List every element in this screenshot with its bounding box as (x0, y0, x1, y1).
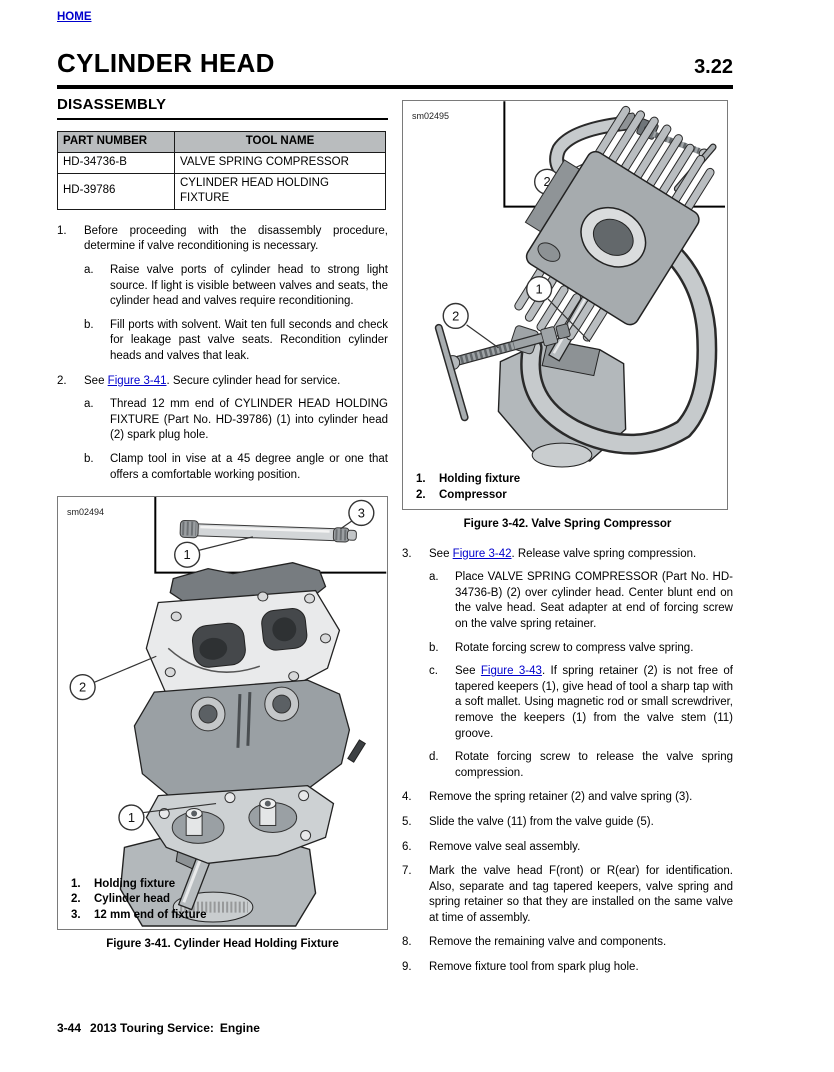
figure-3-41-link[interactable]: Figure 3-41 (107, 374, 167, 387)
figure-legend (416, 472, 520, 503)
step-text: Remove valve seal assembly. (429, 840, 581, 853)
svg-text:1: 1 (183, 547, 191, 563)
step-3c (429, 664, 733, 742)
svg-text:3: 3 (357, 505, 365, 521)
table-row (58, 152, 386, 173)
step-text: See Figure 3-42. Release valve spring compression. (429, 547, 697, 560)
section-heading: DISASSEMBLY (57, 97, 388, 120)
step-number: 9. (402, 961, 412, 974)
figure-3-42-box (402, 100, 728, 510)
step-6 (402, 840, 733, 856)
legend-item: 2. Compressor (416, 488, 507, 501)
content-columns (57, 97, 733, 976)
figure-3-42-link[interactable]: Figure 3-42 (452, 547, 512, 560)
svg-text:2: 2 (79, 679, 87, 695)
step-1b (84, 318, 388, 365)
footer-doc-title: 2013 Touring Service: (90, 1021, 214, 1035)
legend-item: 2. Cylinder head (71, 893, 171, 906)
step-text: Remove the remaining valve and components. (429, 936, 667, 949)
footer-page-label: 3-44 (57, 1021, 82, 1035)
svg-text:1: 1 (535, 281, 543, 297)
step-number: 7. (402, 865, 412, 878)
step-3d (429, 750, 733, 781)
figure-3-41-box (57, 496, 388, 930)
step-3b (429, 641, 733, 657)
substep-text: Fill ports with solvent. Wait ten full seconds and check for leakage past valve seats. Recondition cylinder heads and valves that leak. (110, 318, 388, 362)
step-number: 8. (402, 936, 412, 949)
step-text: Mark the valve head F(ront) or R(ear) for identification. Also, separate and tag tapered keepers, valve spring and spring retainer so that they are installed on the same valve at time of assembly. (429, 865, 733, 924)
col-header-part-number: PART NUMBER (58, 131, 175, 152)
valve-spring-compressor-illustration (403, 101, 725, 507)
step-number: 1. (57, 224, 67, 237)
substep-text: Clamp tool in vise at a 45 degree angle or one that offers a comfortable working position. (110, 452, 388, 481)
substep-letter: b. (429, 641, 439, 654)
substep-letter: a. (84, 398, 94, 411)
step-3a (429, 570, 733, 632)
step-1a (84, 263, 388, 310)
col-header-tool-name: TOOL NAME (175, 131, 386, 152)
substep-letter: b. (84, 452, 94, 465)
legend-item: 3. 12 mm end of fixture (71, 908, 207, 921)
page-header (57, 48, 733, 79)
substep-text: Rotate forcing screw to release the valve spring compression. (455, 751, 733, 779)
svg-text:1: 1 (127, 810, 136, 826)
substep-letter: b. (84, 318, 94, 331)
left-column (57, 97, 388, 976)
svg-text:2: 2 (452, 308, 460, 324)
step-number: 2. (57, 374, 67, 387)
figure-3-41-caption: Figure 3-41. Cylinder Head Holding Fixture (106, 938, 339, 951)
substep-letter: a. (429, 571, 439, 584)
title-rule (57, 85, 733, 89)
tools-table (57, 131, 386, 210)
substep-text: Rotate forcing screw to compress valve spring. (455, 641, 694, 654)
tool-name-cell: VALVE SPRING COMPRESSOR (175, 152, 386, 173)
table-header-row (58, 131, 386, 152)
step-2 (57, 374, 388, 390)
step-text: See Figure 3-41. Secure cylinder head for service. (84, 374, 341, 387)
substep-letter: a. (84, 263, 94, 276)
figure-art-id: sm02495 (412, 111, 450, 121)
home-link[interactable]: HOME (57, 11, 92, 23)
step-text: Before proceeding with the disassembly procedure, determine if valve reconditioning is necessary. (84, 224, 388, 253)
step-2a (84, 397, 388, 444)
step-number: 4. (402, 791, 412, 804)
step-8 (402, 935, 733, 951)
part-number-cell: HD-34736-B (58, 152, 175, 173)
step-5 (402, 815, 733, 831)
step-2b (84, 452, 388, 483)
step-text: Remove the spring retainer (2) and valve spring (3). (429, 791, 693, 804)
step-9 (402, 960, 733, 976)
figure-3-43-link[interactable]: Figure 3-43 (480, 665, 542, 678)
figure-legend (71, 877, 206, 924)
substep-letter: c. (429, 665, 438, 678)
footer-section: Engine (219, 1021, 260, 1035)
figure-3-42-caption: Figure 3-42. Valve Spring Compressor (463, 518, 672, 530)
substep-text: Place VALVE SPRING COMPRESSOR (Part No. HD-34736-B) (2) over cylinder head. Center blunt end on the valve head. Seat adapter at end of forcing screw on the valve spring retainer. (455, 571, 733, 630)
step-4 (402, 790, 733, 806)
page-number: 3.22 (694, 56, 733, 78)
substep-letter: d. (429, 751, 439, 764)
page-title: CYLINDER HEAD (57, 48, 275, 78)
step-3 (402, 547, 733, 563)
step-number: 6. (402, 840, 412, 853)
tool-name-cell: CYLINDER HEAD HOLDING FIXTURE (175, 173, 386, 209)
step-7 (402, 864, 733, 926)
svg-text:2: 2 (543, 174, 551, 190)
right-column (402, 97, 733, 976)
substep-text: Raise valve ports of cylinder head to strong light source. If light is visible between valves and seats, the cylinder head and valves require reconditioning. (110, 263, 388, 308)
step-1 (57, 224, 388, 255)
part-number-cell: HD-39786 (58, 173, 175, 209)
cylinder-head-holding-fixture-illustration (58, 497, 387, 927)
legend-item: 1. Holding fixture (416, 473, 521, 485)
substep-text: See Figure 3-43. If spring retainer (2) is not free of tapered keepers (1), give head of tool a sharp tap with a soft mallet. Using magnetic rod or small screwdriver, remove the keepers (1) from the valve stem (11) groove. (455, 665, 733, 740)
step-number: 5. (402, 815, 412, 828)
step-text: Slide the valve (11) from the valve guide (5). (429, 815, 654, 828)
step-text: Remove fixture tool from spark plug hole. (429, 961, 639, 974)
step-number: 3. (402, 547, 412, 560)
page-footer (57, 1021, 269, 1035)
figure-art-id: sm02494 (67, 507, 105, 518)
substep-text: Thread 12 mm end of CYLINDER HEAD HOLDING FIXTURE (Part No. HD-39786) (1) into cylinder head (2) spark plug hole. (110, 398, 388, 442)
table-row (58, 173, 386, 209)
legend-item: 1. Holding fixture (71, 877, 176, 890)
